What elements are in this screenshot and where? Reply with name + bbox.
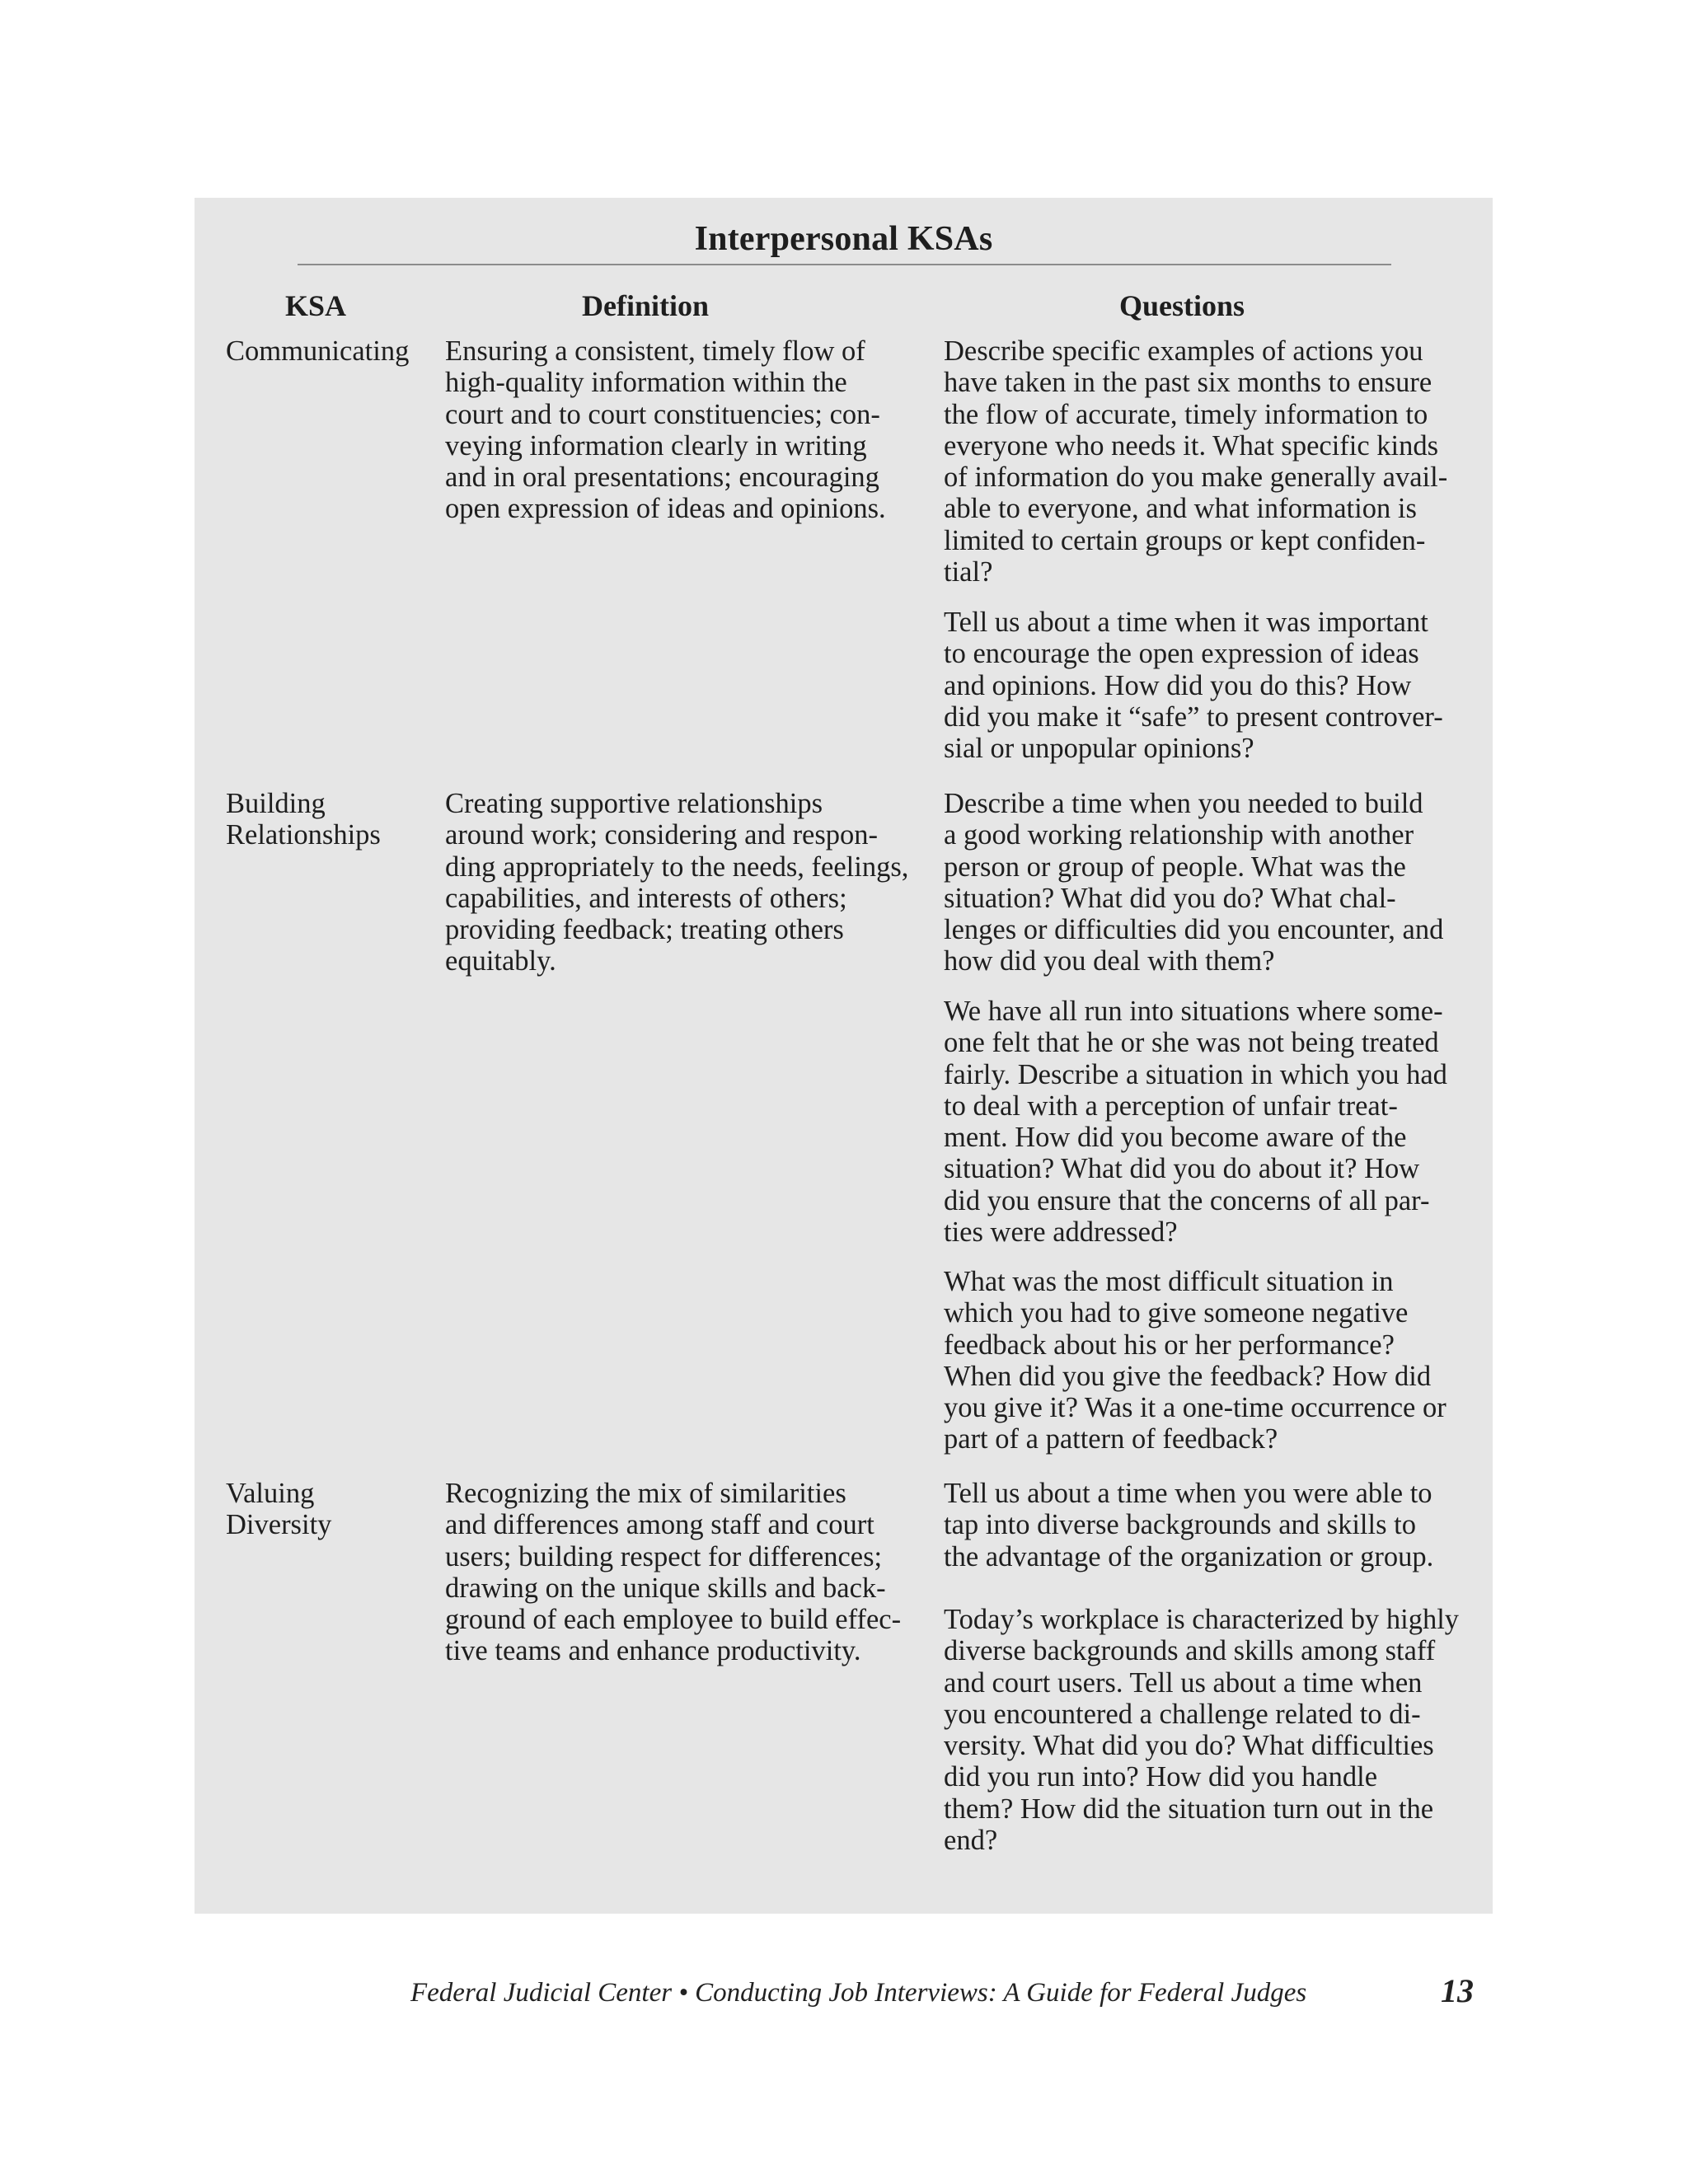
text-line: users; building respect for differences; (445, 1540, 883, 1572)
row-building-relationships-question-1 (944, 788, 1479, 977)
text-line: fairly. Describe a situation in which you had (944, 1058, 1447, 1090)
text-line: ties were addressed? (944, 1216, 1178, 1249)
text-line: equitably. (445, 945, 556, 977)
text-line: a good working relationship with another (944, 819, 1414, 851)
row-building-relationships-definition (445, 788, 944, 977)
text-line: When did you give the feedback? How did (944, 1360, 1432, 1392)
text-line: capabilities, and interests of others; (445, 882, 847, 914)
row-communicating-question-2 (944, 607, 1479, 764)
row-communicating-definition (445, 335, 944, 525)
text-line: and opinions. How did you do this? How (944, 669, 1412, 701)
text-line: end? (944, 1825, 998, 1857)
text-line: everyone who needs it. What specific kinds (944, 429, 1439, 462)
text-line: limited to certain groups or kept confiden- (944, 524, 1426, 556)
text-line: them? How did the situation turn out in the (944, 1793, 1434, 1825)
text-line: which you had to give someone negative (944, 1297, 1409, 1329)
text-line: Describe specific examples of actions you (944, 335, 1423, 367)
text-line: Valuing (226, 1478, 315, 1509)
row-communicating-question-1 (944, 335, 1479, 588)
text-line: feedback about his or her performance? (944, 1329, 1395, 1361)
text-line: lenges or difficulties did you encounter, and (944, 914, 1444, 946)
text-line: able to everyone, and what information is (944, 493, 1417, 525)
text-line: the advantage of the organization or group. (944, 1540, 1434, 1572)
text-line: Ensuring a consistent, timely flow of (445, 335, 865, 367)
row-valuing-diversity-definition (445, 1478, 944, 1667)
text-line: court and to court constituencies; con- (445, 398, 880, 430)
row-communicating-ksa (226, 335, 432, 367)
text-line: how did you deal with them? (944, 945, 1275, 977)
text-line: open expression of ideas and opinions. (445, 493, 886, 525)
text-line: What was the most difficult situation in (944, 1266, 1394, 1297)
title-divider (298, 264, 1391, 265)
text-line: tive teams and enhance productivity. (445, 1635, 861, 1667)
text-line: Creating supportive relationships (445, 788, 823, 819)
row-building-relationships-question-2 (944, 996, 1479, 1248)
text-line: providing feedback; treating others (445, 914, 844, 946)
text-line: Today’s workplace is characterized by highly (944, 1604, 1460, 1635)
text-line: tap into diverse backgrounds and skills to (944, 1509, 1416, 1541)
text-line: around work; considering and respon- (445, 819, 879, 851)
text-line: Describe a time when you needed to build (944, 788, 1423, 819)
text-line: did you run into? How did you handle (944, 1761, 1378, 1793)
text-line: high-quality information within the (445, 367, 847, 399)
text-line: the flow of accurate, timely information to (944, 398, 1428, 430)
text-line: you encountered a challenge related to di- (944, 1698, 1421, 1730)
column-header-definition: Definition (582, 289, 710, 322)
text-line: We have all run into situations where some- (944, 996, 1443, 1027)
text-line: you give it? Was it a one-time occurrence or (944, 1392, 1447, 1424)
text-line: situation? What did you do? What chal- (944, 882, 1396, 914)
text-line: ding appropriately to the needs, feelings, (445, 851, 909, 883)
text-line: have taken in the past six months to ensure (944, 367, 1432, 399)
text-line: person or group of people. What was the (944, 851, 1406, 883)
text-line: diverse backgrounds and skills among staff (944, 1635, 1436, 1667)
text-line: drawing on the unique skills and back- (445, 1572, 886, 1604)
column-header-questions: Questions (1119, 289, 1245, 322)
text-line: Building (226, 788, 326, 819)
text-line: and in oral presentations; encouraging (445, 462, 879, 494)
row-building-relationships-question-3 (944, 1266, 1479, 1455)
text-line: and court users. Tell us about a time when (944, 1666, 1423, 1699)
ksa-table-panel (195, 198, 1493, 1914)
column-header-ksa: KSA (285, 289, 347, 322)
row-valuing-diversity-question-1 (944, 1478, 1479, 1572)
text-line: one felt that he or she was not being treated (944, 1027, 1439, 1059)
text-line: did you make it “safe” to present controver- (944, 701, 1443, 733)
text-line: Communicating (226, 335, 410, 367)
text-line: Diversity (226, 1509, 332, 1541)
row-valuing-diversity-ksa (226, 1478, 432, 1541)
text-line: to deal with a perception of unfair treat- (944, 1090, 1398, 1122)
text-line: versity. What did you do? What difficulties (944, 1730, 1434, 1762)
text-line: did you ensure that the concerns of all par- (944, 1184, 1430, 1216)
text-line: sial or unpopular opinions? (944, 733, 1254, 765)
text-line: ment. How did you become aware of the (944, 1122, 1407, 1154)
text-line: ground of each employee to build effec- (445, 1604, 902, 1636)
row-building-relationships-ksa (226, 788, 432, 851)
table-title: Interpersonal KSAs (694, 220, 993, 258)
text-line: Relationships (226, 819, 381, 851)
text-line: situation? What did you do about it? How (944, 1153, 1420, 1185)
row-valuing-diversity-question-2 (944, 1604, 1479, 1856)
text-line: and differences among staff and court (445, 1509, 874, 1541)
page-footer: Federal Judicial Center • Conducting Job Interviews: A Guide for Federal Judges (410, 1978, 1307, 2008)
page-number: 13 (1441, 1972, 1474, 2009)
text-line: Recognizing the mix of similarities (445, 1478, 846, 1509)
text-line: tial? (944, 556, 993, 588)
text-line: of information do you make generally avail- (944, 462, 1448, 494)
text-line: Tell us about a time when you were able to (944, 1478, 1432, 1509)
text-line: Tell us about a time when it was important (944, 607, 1428, 638)
text-line: part of a pattern of feedback? (944, 1423, 1278, 1455)
text-line: to encourage the open expression of ideas (944, 638, 1419, 670)
text-line: veying information clearly in writing (445, 429, 867, 462)
